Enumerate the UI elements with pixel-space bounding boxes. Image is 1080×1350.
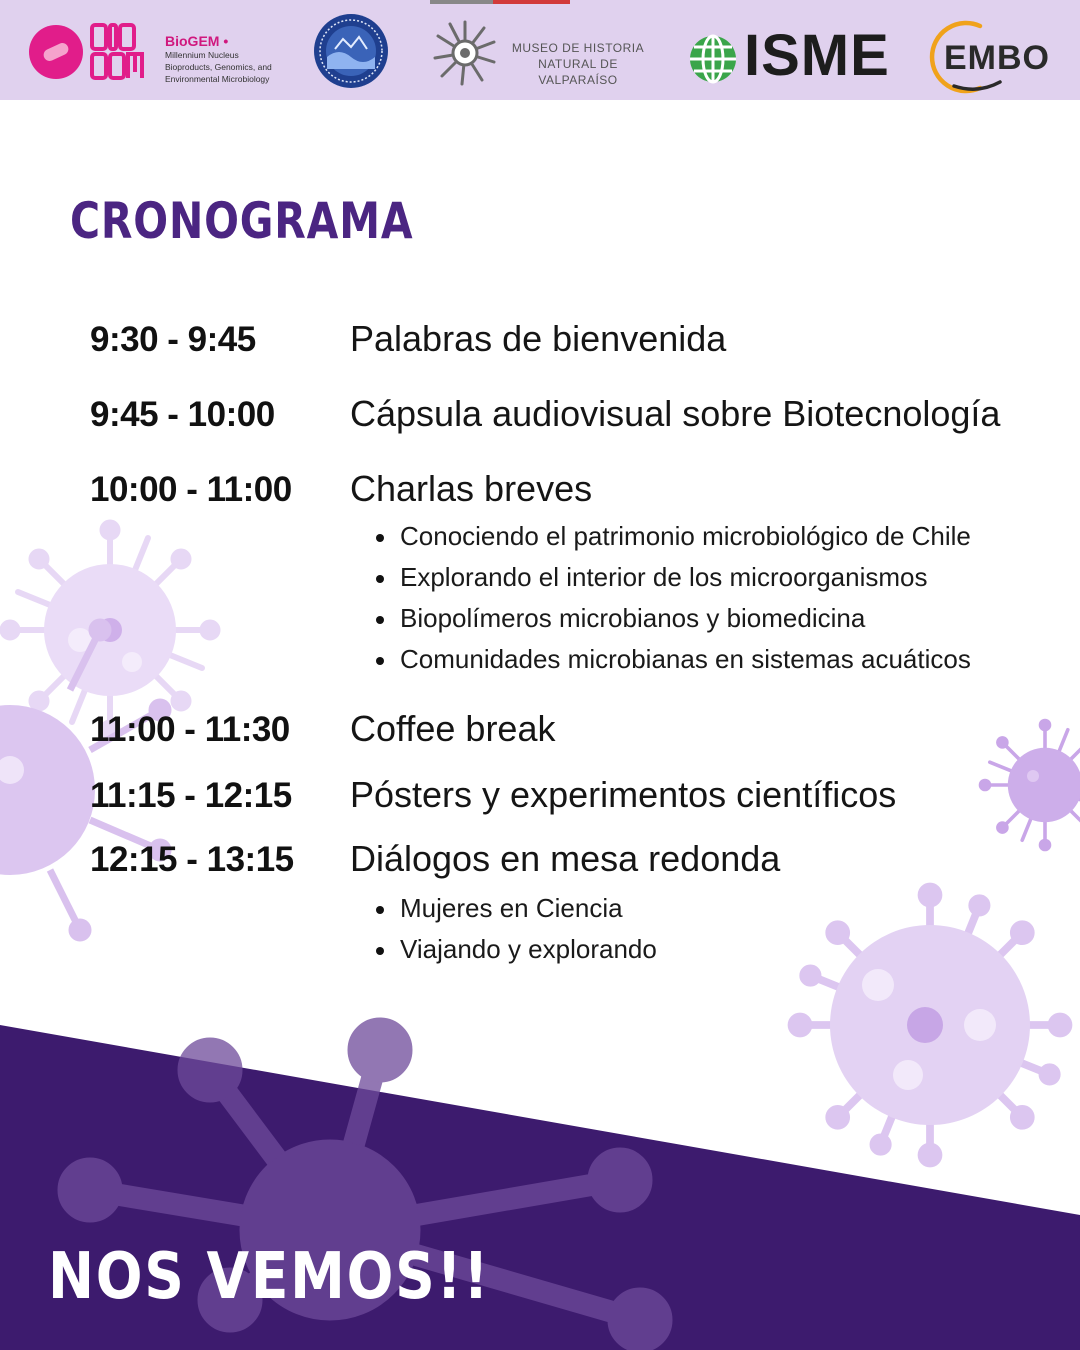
list-item: Mujeres en Ciencia [372,888,1080,929]
schedule-row [90,318,1050,393]
schedule-row [90,468,1050,516]
schedule-row [90,708,1050,774]
list-item: Biopolímeros microbianos y biomedicina [372,598,1080,639]
schedule-event: Coffee break [350,708,556,749]
biogem-subtitle-2: Bioproducts, Genomics, and [165,62,272,72]
schedule-event: Cápsula audiovisual sobre Biotecnología [350,393,1001,434]
schedule-event: Palabras de bienvenida [350,318,727,359]
list-item: Viajando y explorando [372,929,1080,970]
schedule-time: 10:00 - 11:00 [90,470,292,509]
schedule-event: Charlas breves [350,468,593,509]
round-table-list [372,888,1080,970]
schedule-time: 11:15 - 12:15 [90,776,292,815]
list-item: Explorando el interior de los microorganismos [372,557,1080,598]
footer-closing-text: NOS VEMOS!! [48,1240,491,1314]
schedule-time: 9:30 - 9:45 [90,320,256,359]
museo-line-1: MUSEO DE HISTORIA [511,41,645,55]
schedule-time: 11:00 - 11:30 [90,710,290,749]
biogem-subtitle-1: Millennium Nucleus [165,50,239,60]
talks-list [372,516,1080,680]
biogem-subtitle-3: Environmental Microbiology [165,74,270,84]
schedule-time: 12:15 - 13:15 [90,840,294,879]
schedule-row [90,838,1050,888]
list-item: Comunidades microbianas en sistemas acuáticos [372,639,1080,680]
page-title: CRONOGRAMA [70,192,414,250]
schedule-event: Diálogos en mesa redonda [350,838,781,879]
list-item: Conociendo el patrimonio microbiológico de Chile [372,516,1080,557]
schedule-row [90,774,1050,838]
isme-text: ISME [744,23,890,88]
schedule-row [90,393,1050,468]
embo-text: EMBO [944,39,1050,77]
museo-line-2: NATURAL DE VALPARAÍSO [538,57,618,87]
schedule-event: Pósters y experimentos científicos [350,774,897,815]
biogem-name: BioGEM • [165,33,229,49]
schedule-time: 9:45 - 10:00 [90,395,275,434]
schedule-list [90,318,1050,970]
